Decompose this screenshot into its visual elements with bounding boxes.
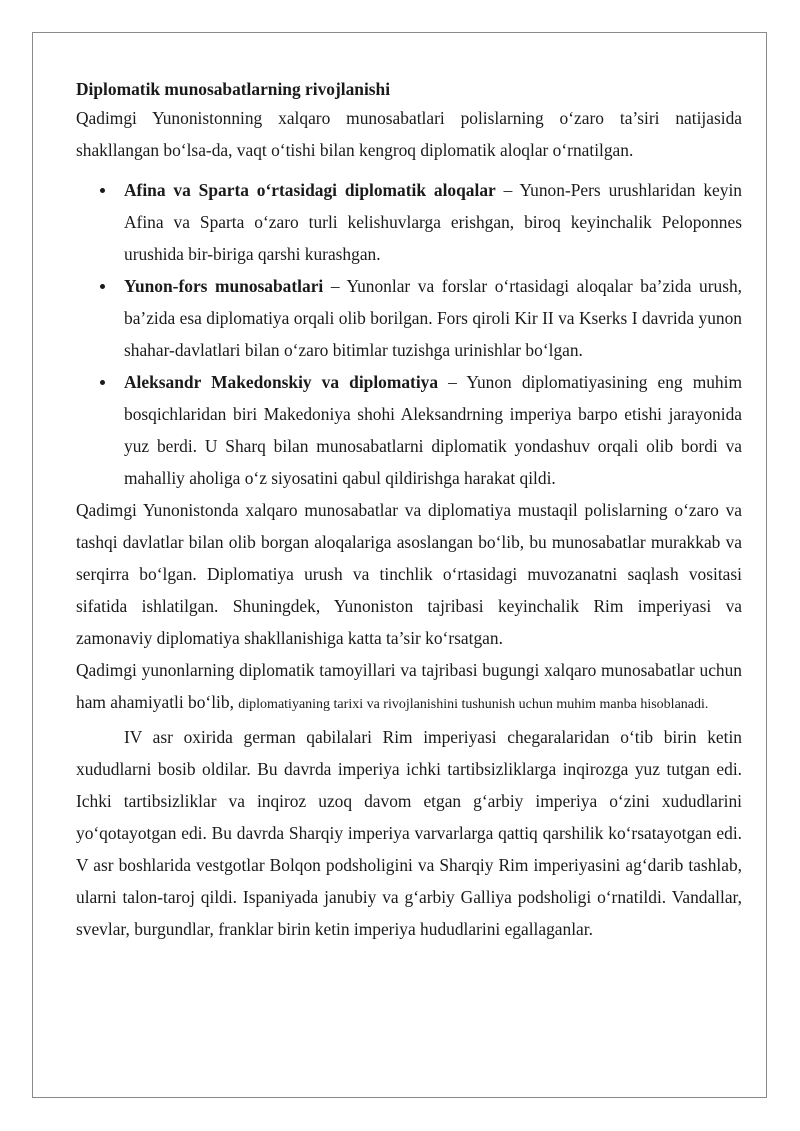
bullet-text: – Yunonlar va forslar o‘rtasidagi aloqalar ba’zida urush, ba’zida esa diplomatiya orqali olib borilgan. Fors qiroli Kir II va Kserks I davrida yunon shahar-davlatlari bilan o‘zaro bitimlar tuzishga urinishlar bo‘lgan. — [124, 276, 743, 360]
bullet-icon — [100, 380, 105, 385]
document-heading: Diplomatik munosabatlarning rivojlanishi — [76, 79, 391, 99]
list-item — [76, 366, 742, 494]
bullet-title: Aleksandr Makedonskiy va diplomatiya — [124, 372, 439, 392]
bullet-text: – Yunon diplomatiyasining eng muhim bosqichlaridan biri Makedoniya shohi Aleksandrning imperiya barpo etishi jarayonida yuz berdi. U Sharq bilan munosabatlarni diplomatik yondashuv orqali olib bordi va mahalliy aholiga o‘z siyosatini qabul qildirishga harakat qildi. — [124, 372, 742, 488]
body-paragraph: Qadimgi Yunonistonda xalqaro munosabatlar va diplomatiya mustaqil polislarning o‘zaro va tashqi davlatlar bilan olib borgan aloqalariga asoslangan bo‘lib, bu munosabatlar murakkab va serqirra bo‘lgan. Diplomatiya urush va tinchlik o‘rtasidagi muvozanatni saqlash vositasi sifatida ishlatilgan. Shuningdek, Yunoniston tajribasi keyinchalik Rim imperiyasi va zamonaviy diplomatiya shakllanishiga katta ta’sir ko‘rsatgan. — [76, 500, 742, 648]
paragraph-small-text: diplomatiyaning tarixi va rivojlanishini tushunish uchun muhim manba hisoblanadi. — [238, 697, 709, 712]
list-item — [76, 174, 742, 270]
bullet-title: Yunon-fors munosabatlari — [124, 276, 324, 296]
bullet-title: Afina va Sparta o‘rtasidagi diplomatik aloqalar — [124, 180, 496, 200]
paragraph-text: Qadimgi yunonlarning diplomatik tamoyillari va tajribasi bugungi xalqaro munosabatlar uchun ham ahamiyatli bo‘lib, — [76, 660, 742, 712]
list-item — [76, 270, 742, 366]
body-paragraph — [76, 654, 742, 721]
body-paragraph: IV asr oxirida german qabilalari Rim imperiyasi chegaralaridan o‘tib birin ketin xududlarni bosib oldilar. Bu davrda imperiya ichki tartibsizliklarga inqirozga yuz tutgan edi. Ichki tartibsizliklar va inqiroz uzoq davom etgan g‘arbiy imperiya o‘zini xududlarini yo‘qotayotgan edi. Bu davrda Sharqiy imperiya varvarlarga qattiq qarshilik ko‘rsatayotgan edi. V asr boshlarida vestgotlar Bolqon podsholigini va Sharqiy Rim imperiyasini ag‘darib tashlab, ularni talon-taroj qildi. Ispaniyada janubiy va g‘arbiy Galliya podsholigi o‘rnatildi. Vandallar, svevlar, burgundlar, franklar birin ketin imperiya hududlarini egallaganlar. — [76, 727, 742, 939]
bullet-text: – Yunon-Pers urushlaridan keyin Afina va Sparta o‘zaro turli kelishuvlarga erishgan, biroq keyinchalik Peloponnes urushida bir-biriga qarshi kurashgan. — [124, 180, 742, 264]
document-body — [76, 76, 742, 945]
bullet-list — [76, 174, 742, 494]
intro-paragraph: Qadimgi Yunonistonning xalqaro munosabatlari polislarning o‘zaro ta’siri natijasida shakllangan bo‘lsa-da, vaqt o‘tishi bilan kengroq diplomatik aloqlar o‘rnatilgan. — [76, 108, 742, 160]
bullet-icon — [100, 284, 105, 289]
bullet-icon — [100, 188, 105, 193]
